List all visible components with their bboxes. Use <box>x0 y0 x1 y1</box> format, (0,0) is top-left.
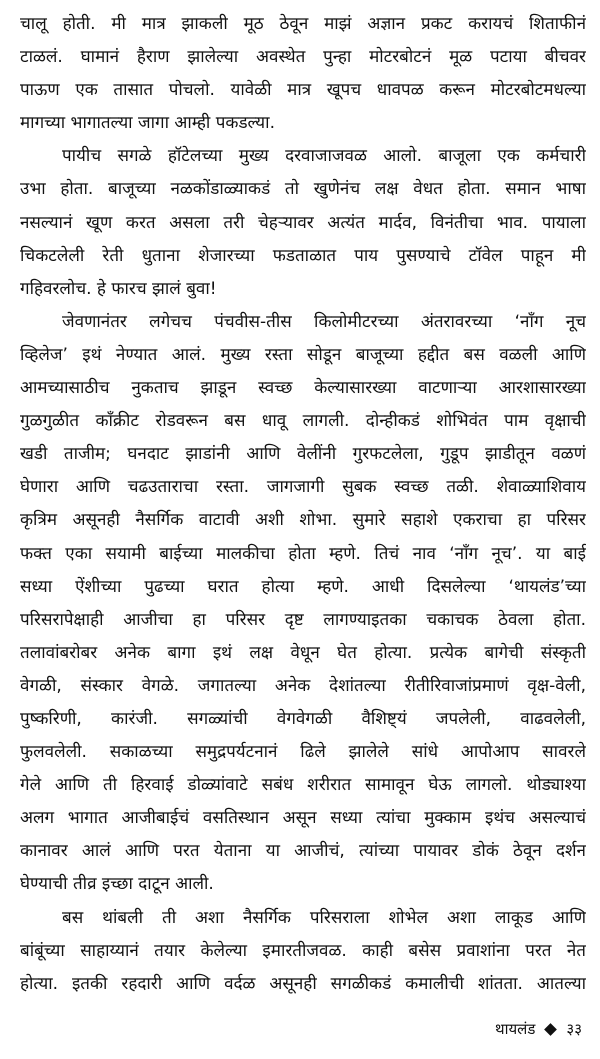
running-title: थायलंड <box>495 1020 536 1038</box>
text-line: कानावर आलं आणि परत येताना या आजीचं, त्यांच्या पायावर डोकं ठेवून दर्शन <box>20 841 586 862</box>
text-line: बस थांबली ती अशा नैसर्गिक परिसराला शोभेल अशा लाकूड आणि <box>62 907 586 928</box>
text-line: आमच्यासाठीच नुकताच झाडून स्वच्छ केल्यासारख्या वाटणाऱ्या आरशासारख्या <box>20 378 586 399</box>
page-footer <box>495 1018 582 1040</box>
body-text <box>20 8 586 1001</box>
text-line: फुलवलेली. सकाळच्या समुद्रपर्यटनानं ढिले झालेले सांधे आपोआप सावरले <box>20 742 586 763</box>
text-line: घेणारा आणि चढउताराचा रस्ता. जागजागी सुबक स्वच्छ तळी. शेवाळ्याशिवाय <box>20 477 586 498</box>
text-line: गुळगुळीत कॉंक्रीट रोडवरून बस धावू लागली. दोन्हीकडं शोभिवंत पाम वृक्षाची <box>20 411 586 432</box>
text-line: जेवणानंतर लगेचच पंचवीस-तीस किलोमीटरच्या अंतरावरच्या ‘नॉंग नूच <box>62 311 586 332</box>
text-line: वेगळी, संस्कार वेगळे. जगातल्या अनेक देशांतल्या रीतीरिवाजांप्रमाणं वृक्ष-वेली, <box>20 675 586 696</box>
text-line: पायीच सगळे हॉटेलच्या मुख्य दरवाजाजवळ आलो. बाजूला एक कर्मचारी <box>62 146 586 167</box>
text-line: फक्त एका सयामी बाईच्या मालकीचा होता म्हणे. तिचं नाव ‘नॉंग नूच’. या बाई <box>20 543 586 564</box>
text-line: होत्या. इतकी रहदारी आणि वर्दळ असूनही सगळीकडं कमालीची शांतता. आतल्या <box>20 973 586 994</box>
text-line: बांबूंच्या साहाय्यानं तयार केलेल्या इमारतीजवळ. काही बसेस प्रवाशांना परत नेत <box>20 940 586 961</box>
text-line: टाळलं. घामानं हैराण झालेल्या अवस्थेत पुन्हा मोटरबोटनं मूळ पटाया बीचवर <box>20 47 586 68</box>
text-line: उभा होता. बाजूच्या नळकोंडाळ्याकडं तो खुणेनंच लक्ष वेधत होता. समान भाषा <box>20 179 586 200</box>
text-line: मागच्या भागातल्या जागा आम्ही पकडल्या. <box>20 113 275 134</box>
text-line: सध्या ऐंशीच्या पुढच्या घरात होत्या म्हणे. आधी दिसलेल्या ‘थायलंड’च्या <box>20 576 586 597</box>
text-line: पाऊण एक तासात पोचलो. यावेळी मात्र खूपच धावपळ करून मोटरबोटमधल्या <box>20 80 586 101</box>
text-line: घेण्याची तीव्र इच्छा दाटून आली. <box>20 874 214 895</box>
diamond-icon <box>545 1023 558 1036</box>
text-line: खडी ताजीम; घनदाट झाडांनी आणि वेलींनी गुरफटलेला, गुडूप झाडीतून वळणं <box>20 444 586 465</box>
text-line: गहिवरलोच. हे फारच झालं बुवा! <box>20 278 217 299</box>
page-number: ३३ <box>566 1020 582 1038</box>
text-line: गेले आणि ती हिरवाई डोळ्यांवाटे सबंध शरीरात सामावून घेऊ लागलो. थोड्याश्या <box>20 775 586 796</box>
text-line: कृत्रिम असूनही नैसर्गिक वाटावी अशी शोभा. सुमारे सहाशे एकराचा हा परिसर <box>20 510 586 531</box>
text-line: अलग भागात आजीबाईचं वसतिस्थान असून सध्या त्यांचा मुक्काम इथंच असल्याचं <box>20 808 586 829</box>
text-line: चालू होती. मी मात्र झाकली मूठ ठेवून माझं अज्ञान प्रकट करायचं शिताफीनं <box>20 14 586 34</box>
text-line: तलावांबरोबर अनेक बागा इथं लक्ष वेधून घेत होत्या. प्रत्येक बागेची संस्कृती <box>20 642 586 663</box>
text-line: चिकटलेली रेती धुताना शेजारच्या फडताळात पाय पुसण्याचे टॉवेल पाहून मी <box>20 245 586 266</box>
text-line: परिसरापेक्षाही आजीचा हा परिसर दृष्ट लागण्याइतका चकाचक ठेवला होता. <box>20 609 586 630</box>
text-line: व्हिलेज’ इथं नेण्यात आलं. मुख्य रस्ता सोडून बाजूच्या हद्दीत बस वळली आणि <box>20 344 586 365</box>
text-line: पुष्करिणी, कारंजी. सगळ्यांची वेगवेगळी वैशिष्ट्यं जपलेली, वाढवलेली, <box>20 708 586 729</box>
text-line: नसल्यानं खूण करत असला तरी चेहऱ्यावर अत्यंत मार्दव, विनंतीचा भाव. पायाला <box>20 212 586 233</box>
